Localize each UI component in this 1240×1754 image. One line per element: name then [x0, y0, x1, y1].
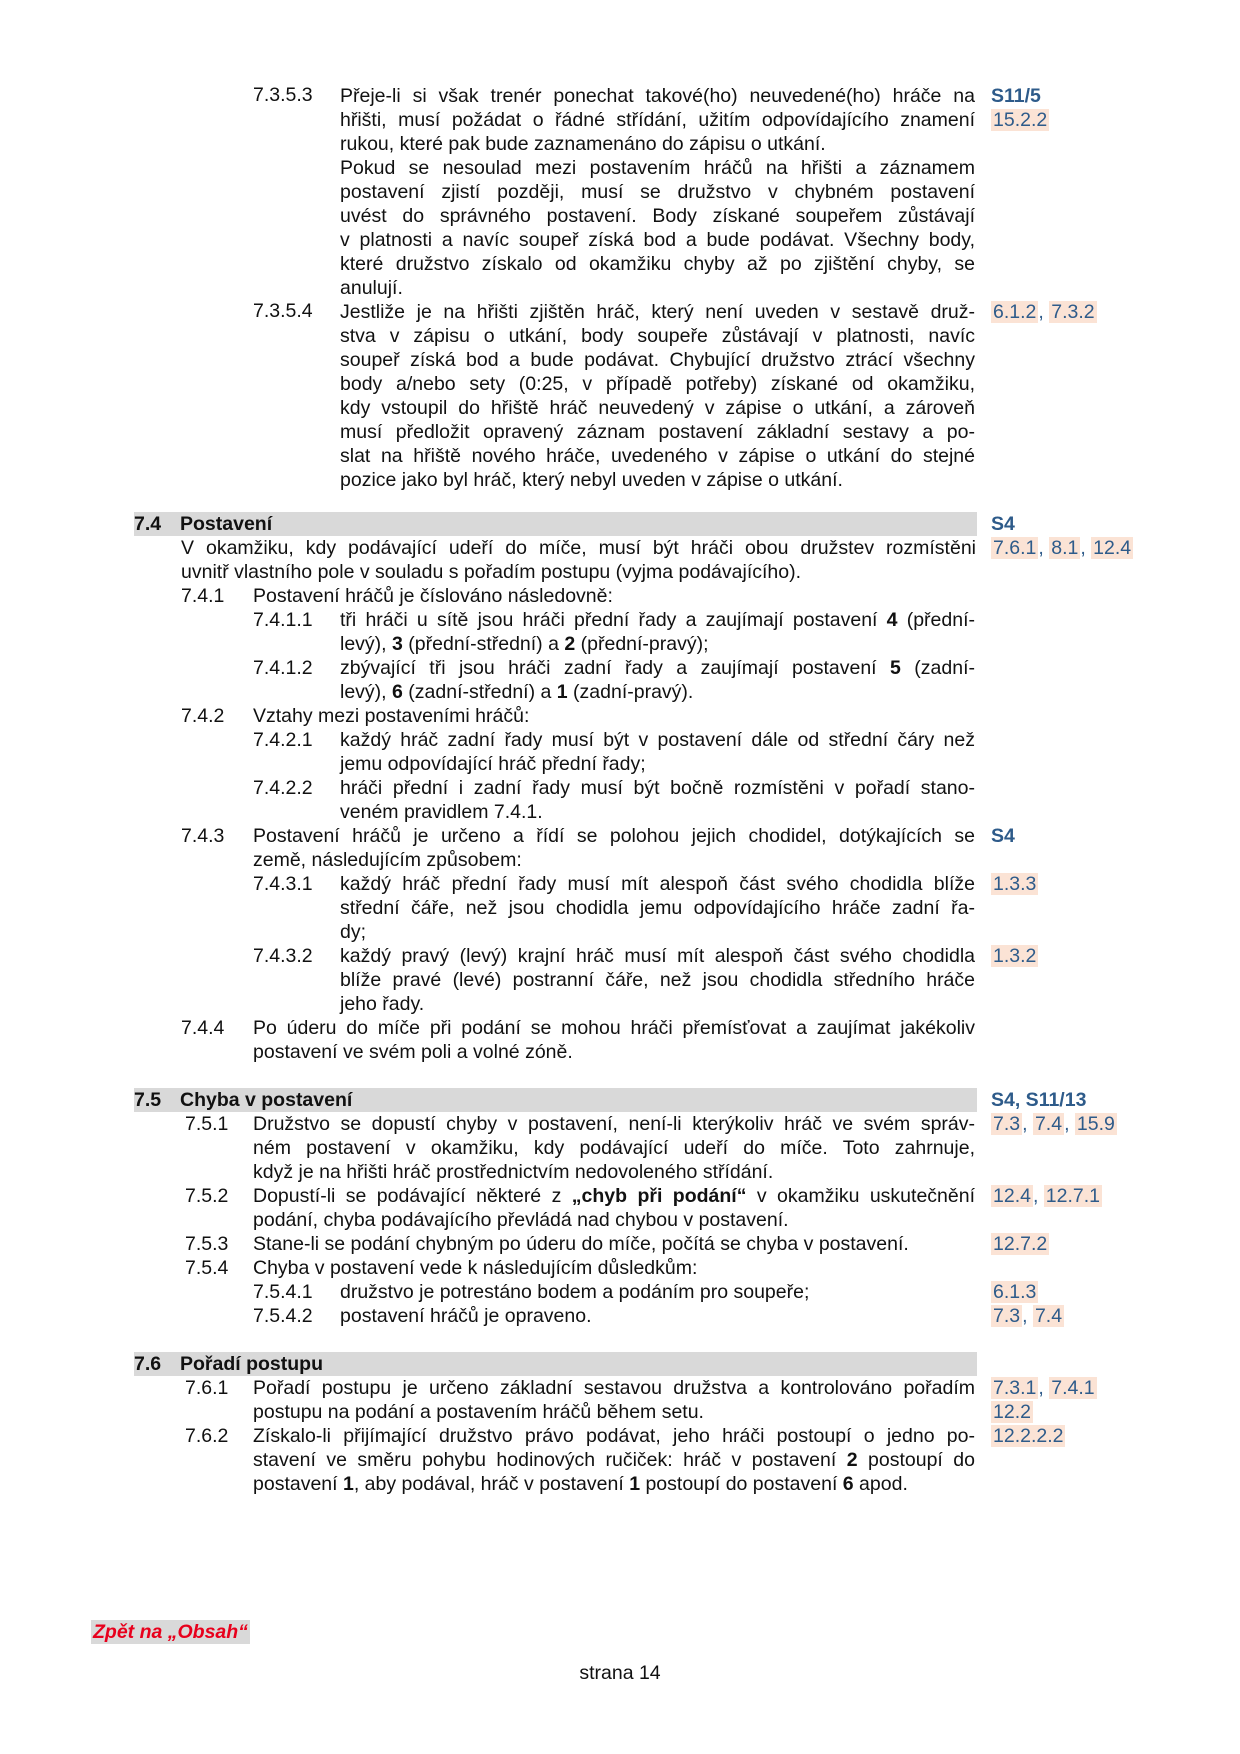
ref-link[interactable]: 7.3.1: [993, 1377, 1037, 1399]
text-fragment: Dopustí-li se podávající některé z: [253, 1185, 572, 1207]
text-line: soupeř získá bod a bude podávat. Chybující družstvo ztrácí všechny: [340, 349, 975, 371]
text-line: každý pravý (levý) krajní hráč musí mít alespoň část svého chodidla: [340, 945, 975, 967]
text-line: uvést do správného postavení. Body získané soupeřem zůstávají: [340, 205, 975, 227]
ref-link[interactable]: 7.3.2: [1051, 301, 1095, 323]
emphasized-term: „chyb při podání“: [571, 1185, 747, 1207]
cross-reference: [991, 1376, 1097, 1424]
text-line: Postavení hráčů je určeno a řídí se polohou jejich chodidel, dotýkajících se: [253, 825, 975, 847]
rule-number: 7.4.2.1: [253, 729, 313, 751]
ref-link[interactable]: 7.3: [993, 1113, 1021, 1135]
text-line: které družstvo získalo od okamžiku chyby až po zjištění chyby, se: [340, 253, 975, 275]
rule-text: [253, 1376, 975, 1424]
text-line: stva v zápisu o utkání, body soupeře zůstávají v platnosti, navíc: [340, 325, 975, 347]
ref-link[interactable]: 15.9: [1076, 1113, 1115, 1135]
text-fragment: postoupí do: [857, 1449, 975, 1471]
rule-text: [340, 84, 975, 300]
ref-separator: ,: [1038, 301, 1050, 323]
cross-reference: [991, 1304, 1064, 1328]
text-line: každý hráč přední řady musí mít alespoň část svého chodidla blíže: [340, 873, 975, 895]
cross-reference: [991, 872, 1038, 896]
section-heading-7-6: [134, 1352, 977, 1376]
rule-number: 7.4.1: [181, 585, 225, 607]
section-number: 7.5: [134, 1089, 162, 1111]
rule-number: 7.4.2: [181, 705, 225, 727]
text-line: Přeje-li si však trenér ponechat takové(ho) neuvedené(ho) hráče na: [340, 85, 975, 107]
text-line: země, následujícím způsobem:: [253, 849, 522, 871]
text-fragment: , aby podával, hráč v postavení: [353, 1473, 630, 1495]
rule-number: 7.5.4.1: [253, 1281, 313, 1303]
section-title: Postavení: [180, 513, 273, 535]
text-fragment: levý),: [340, 681, 393, 703]
ref-link[interactable]: 1.3.3: [993, 873, 1037, 895]
back-to-contents-link[interactable]: Zpět na „Obsah“: [93, 1621, 248, 1643]
rule-text: Vztahy mezi postaveními hráčů:: [253, 705, 530, 727]
rule-text: [340, 776, 975, 824]
position-number: 6: [842, 1473, 854, 1495]
section-number: 7.4: [134, 513, 162, 535]
text-fragment: (zadní-: [900, 657, 975, 679]
page-number: strana 14: [579, 1662, 661, 1684]
ref-separator: ,: [1038, 1377, 1050, 1399]
ref-link[interactable]: S4: [991, 513, 1015, 535]
position-number: 6: [392, 681, 403, 703]
rule-text: [253, 1424, 975, 1496]
ref-link[interactable]: 6.1.2: [993, 301, 1037, 323]
text-fragment: postavení: [253, 1473, 343, 1495]
rule-number: 7.4.2.2: [253, 777, 313, 799]
ref-separator: ,: [1064, 1113, 1075, 1135]
text-line: jemu odpovídající hráč přední řady;: [340, 753, 646, 775]
ref-link[interactable]: 15.2.2: [993, 109, 1048, 131]
text-fragment: postoupí do postavení: [640, 1473, 843, 1495]
text-fragment: (přední-střední) a: [402, 633, 565, 655]
position-number: 2: [846, 1449, 858, 1471]
text-line: anulují.: [340, 277, 403, 299]
ref-link[interactable]: 12.7.1: [1045, 1185, 1101, 1207]
ref-link[interactable]: 7.4.1: [1051, 1377, 1095, 1399]
text-line: v platnosti a navíc soupeř získá bod a bude podávat. Všechny body,: [340, 229, 975, 251]
ref-link[interactable]: 7.4: [1034, 1305, 1063, 1327]
ref-separator: ,: [1080, 537, 1092, 559]
rule-text: [253, 1184, 975, 1232]
text-line: rukou, které pak bude zaznamenáno do zápisu o utkání.: [340, 133, 826, 155]
text-line: postavení zjistí později, musí se družstvo v chybném postavení: [340, 181, 975, 203]
text-line: dy;: [340, 921, 367, 943]
text-line: kdy vstoupil do hřiště hráč neuvedený v zápise o utkání, a zároveň: [340, 397, 975, 419]
cross-reference: [991, 84, 1049, 132]
rule-text: družstvo je potrestáno bodem a podáním pro soupeře;: [340, 1281, 810, 1303]
text-line: blíže pravé (levé) postranní čáře, než jsou chodidla středního hráče: [340, 969, 975, 991]
text-fragment: tři hráči u sítě jsou hráči přední řady a zaujímají postavení: [340, 609, 887, 631]
cross-reference: [991, 512, 1015, 536]
text-line: postupu na podání a postavením hráčů během setu.: [253, 1401, 704, 1423]
text-line: Družstvo se dopustí chyby v postavení, není-li kterýkoliv hráč ve svém správ-: [253, 1113, 975, 1135]
text-fragment: levý),: [340, 633, 393, 655]
ref-link[interactable]: 7.6.1: [993, 537, 1037, 559]
rule-number: 7.5.1: [185, 1113, 229, 1135]
ref-separator: ,: [1032, 1185, 1044, 1207]
rule-number: 7.5.4: [185, 1257, 229, 1279]
text-line: hráči přední i zadní řady musí být bočně rozmístěni v pořadí stano-: [340, 777, 975, 799]
text-fragment: v okamžiku uskutečnění: [746, 1185, 975, 1207]
rule-number: 7.3.5.3: [253, 84, 313, 106]
rule-text: Stane-li se podání chybným po úderu do míče, počítá se chyba v postavení.: [253, 1233, 909, 1255]
ref-link[interactable]: 1.3.2: [993, 945, 1037, 967]
rule-text: [340, 300, 975, 492]
text-line: body a/nebo sety (0:25, v případě potřeby) získané od okamžiku,: [340, 373, 975, 395]
rule-text: postavení hráčů je opraveno.: [340, 1305, 592, 1327]
rule-text: Postavení hráčů je číslováno následovně:: [253, 585, 613, 607]
position-number: 5: [890, 657, 901, 679]
rule-number: 7.4.3.2: [253, 945, 313, 967]
rule-text: [340, 656, 975, 704]
text-fragment: (zadní-střední) a: [402, 681, 557, 703]
rule-text: [340, 872, 975, 944]
text-line: každý hráč zadní řady musí být v postavení dále od střední čáry než: [340, 729, 975, 751]
text-line: slat na hřiště nového hráče, uvedeného v zápise o utkání do stejné: [340, 445, 975, 467]
rule-number: 7.3.5.4: [253, 300, 313, 322]
ref-separator: ,: [1038, 537, 1050, 559]
text-line: Po úderu do míče při podání se mohou hráči přemísťovat a zaujímat jakékoliv: [253, 1017, 975, 1039]
text-fragment: (přední-pravý);: [575, 633, 709, 655]
text-fragment: (zadní-pravý).: [567, 681, 694, 703]
text-line: střední čáře, než jsou chodidla jemu odpovídajícího hráče zadní řa-: [340, 897, 975, 919]
rule-number: 7.5.2: [185, 1185, 229, 1207]
position-number: 1: [629, 1473, 641, 1495]
ref-link[interactable]: 7.4: [1034, 1113, 1063, 1135]
rule-text: [340, 944, 975, 1016]
rule-number: 7.5.3: [185, 1233, 229, 1255]
text-line: ném postavení v okamžiku, kdy podávající udeří do míče. Toto zahrnuje,: [253, 1137, 975, 1159]
text-line: V okamžiku, kdy podávající udeří do míče, musí být hráči obou družstev rozmístěni: [181, 537, 976, 559]
text-fragment: stavení ve směru pohybu hodinových ručiček: hráč v postavení: [253, 1449, 847, 1471]
ref-link[interactable]: 12.4: [1093, 537, 1132, 559]
cross-reference: [991, 944, 1038, 968]
section-title: Pořadí postupu: [180, 1353, 323, 1375]
text-line: uvnitř vlastního pole v souladu s pořadím postupu (vyjma podávajícího).: [181, 561, 802, 583]
cross-reference: [991, 1088, 1086, 1112]
rule-number: 7.4.1.2: [253, 657, 313, 679]
ref-link[interactable]: 12.2.2.2: [993, 1425, 1064, 1447]
text-line: hřišti, musí požádat o řádné střídání, užitím odpovídajícího znamení: [340, 109, 975, 131]
rule-number: 7.5.4.2: [253, 1305, 313, 1327]
cross-reference: [991, 1424, 1065, 1448]
ref-link[interactable]: 12.4: [993, 1185, 1031, 1207]
rule-text: [253, 1112, 975, 1184]
ref-link[interactable]: 7.3: [993, 1305, 1021, 1327]
ref-link[interactable]: S4, S11/13: [991, 1089, 1087, 1111]
ref-link[interactable]: S4: [991, 825, 1015, 847]
section-intro: [181, 536, 976, 584]
ref-link[interactable]: 12.2: [993, 1401, 1031, 1423]
position-number: 4: [886, 609, 898, 631]
text-fragment: apod.: [853, 1473, 908, 1495]
text-line: Pokud se nesoulad mezi postavením hráčů na hřišti a záznamem: [340, 157, 975, 179]
cross-reference: [991, 824, 1015, 848]
ref-link[interactable]: 12.7.2: [993, 1233, 1048, 1255]
cross-reference: [991, 300, 1097, 324]
section-title: Chyba v postavení: [180, 1089, 353, 1111]
rule-number: 7.4.3: [181, 825, 225, 847]
rule-number: 7.4.4: [181, 1017, 225, 1039]
text-line: Jestliže je na hřišti zjištěn hráč, který není uveden v sestavě druž-: [340, 301, 975, 323]
position-number: 2: [564, 633, 576, 655]
ref-separator: ,: [1022, 1305, 1033, 1327]
position-number: 1: [556, 681, 568, 703]
text-line: Pořadí postupu je určeno základní sestavou družstva a kontrolováno pořadím: [253, 1377, 975, 1399]
ref-separator: ,: [1022, 1113, 1033, 1135]
text-line: podání, chyba podávajícího převládá nad chybou v postavení.: [253, 1209, 789, 1231]
text-line: Získalo-li přijímající družstvo právo podávat, jeho hráči postoupí o jedno po-: [253, 1425, 975, 1447]
cross-reference: [991, 1112, 1117, 1136]
text-fragment: zbývající tři jsou hráči zadní řady a zaujímají postavení: [340, 657, 891, 679]
rule-text: [340, 608, 975, 656]
text-line: jeho řady.: [340, 993, 425, 1015]
text-line: postavení ve svém poli a volné zóně.: [253, 1041, 573, 1063]
section-number: 7.6: [134, 1353, 162, 1375]
rule-text: [253, 1016, 975, 1064]
ref-link[interactable]: 8.1: [1051, 537, 1079, 559]
cross-reference: [991, 1184, 1102, 1208]
rule-number: 7.4.1.1: [253, 609, 313, 631]
position-number: 3: [392, 633, 403, 655]
rule-number: 7.6.1: [185, 1377, 229, 1399]
text-line: veném pravidlem 7.4.1.: [340, 801, 543, 823]
rule-text: Chyba v postavení vede k následujícím důsledkům:: [253, 1257, 698, 1279]
section-heading-7-5: [134, 1088, 977, 1112]
text-line: musí předložit opravený záznam postavení základní sestavy a po-: [340, 421, 975, 443]
text-line: když je na hřišti hráč prostřednictvím nedovoleného střídání.: [253, 1161, 774, 1183]
ref-link[interactable]: 6.1.3: [993, 1281, 1037, 1303]
text-fragment: (přední-: [897, 609, 975, 631]
cross-reference: [991, 1232, 1049, 1256]
position-number: 1: [342, 1473, 354, 1495]
cross-reference: [991, 536, 1133, 560]
cross-reference: [991, 1280, 1038, 1304]
rule-text: [253, 824, 975, 872]
rule-number: 7.6.2: [185, 1425, 229, 1447]
section-heading-7-4: [134, 512, 977, 536]
rule-number: 7.4.3.1: [253, 873, 313, 895]
ref-link[interactable]: S11/5: [991, 85, 1041, 107]
text-line: pozice jako byl hráč, který nebyl uveden v zápise o utkání.: [340, 469, 843, 491]
rule-text: [340, 728, 975, 776]
